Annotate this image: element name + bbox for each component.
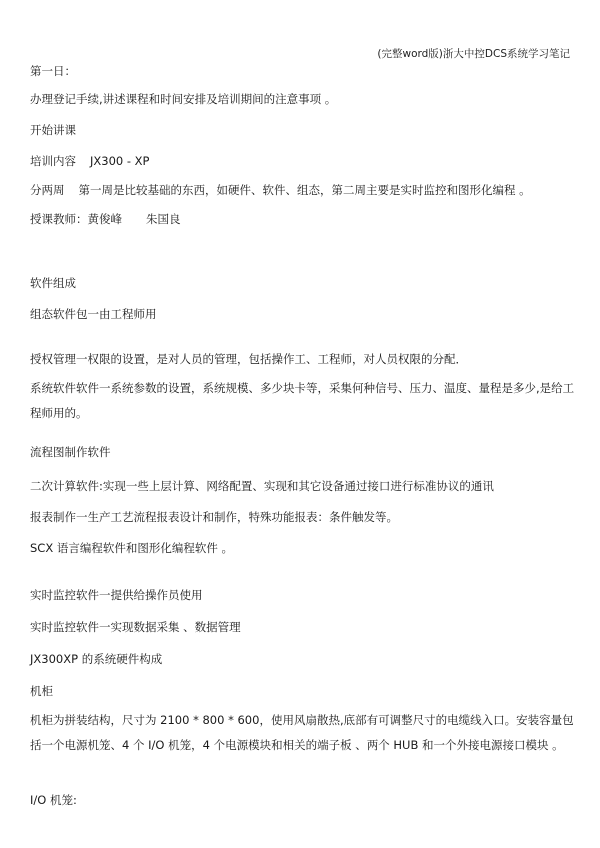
- schedule-label: 分两周: [30, 183, 65, 197]
- training-value: JX300 - XP: [90, 154, 150, 168]
- text-line: 实时监控软件一提供给操作员使用: [30, 588, 203, 602]
- text-line: 办理登记手续,讲述课程和时间安排及培训期间的注意事项 。: [30, 92, 337, 106]
- text-line: 组态软件包一由工程师用: [30, 307, 157, 321]
- section-heading: 机柜: [30, 684, 53, 698]
- section-heading: 软件组成: [30, 276, 76, 290]
- text-line: I/O 机笼:: [30, 793, 77, 807]
- teacher-two: 朱国良: [146, 212, 181, 226]
- text-line: [30, 183, 531, 197]
- text-line: SCX 语言编程软件和图形化编程软件 。: [30, 541, 234, 555]
- text-line: 流程图制作软件: [30, 445, 111, 459]
- text-line: 授权管理一权限的设置，是对人员的管理，包括操作工、工程师，对人员权限的分配．: [30, 352, 467, 366]
- text-line: 报表制作一生产工艺流程报表设计和制作，特殊功能报表：条件触发等。: [30, 510, 398, 524]
- day-heading: 第一日：: [30, 64, 76, 78]
- training-label: 培训内容: [30, 154, 76, 168]
- schedule-text: 第一周是比较基础的东西，如硬件、软件、组态，第二周主要是实时监控和图形化编程 。: [78, 183, 531, 197]
- text-line: 实时监控软件一实现数据采集 、数据管理: [30, 620, 241, 634]
- text-line: JX300XP 的系统硬件构成: [30, 652, 163, 666]
- text-line: [30, 154, 150, 168]
- text-line: 开始讲课: [30, 123, 76, 137]
- text-line: [30, 212, 181, 226]
- teacher-one: 授课教师：黄俊峰: [30, 212, 122, 226]
- text-line: 二次计算软件:实现一些上层计算、网络配置、实现和其它设备通过接口进行标准协议的通讯: [30, 479, 494, 493]
- page-header: (完整word版)浙大中控DCS系统学习笔记: [377, 48, 570, 60]
- paragraph: 系统软件软件一系统参数的设置，系统规模、多少块卡等，采集何种信号、压力、温度、量程是多少,是给工程师用的。: [30, 381, 575, 420]
- paragraph: 机柜为拼装结构，尺寸为 2100 * 800 * 600，使用风扇散热,底部有可调整尺寸的电缆线入口。安装容量包括一个电源机笼、4 个 I/O 机笼，4 个电源模块和相关的端子板 、两个 HUB 和一个外接电源接口模块 。: [30, 713, 574, 752]
